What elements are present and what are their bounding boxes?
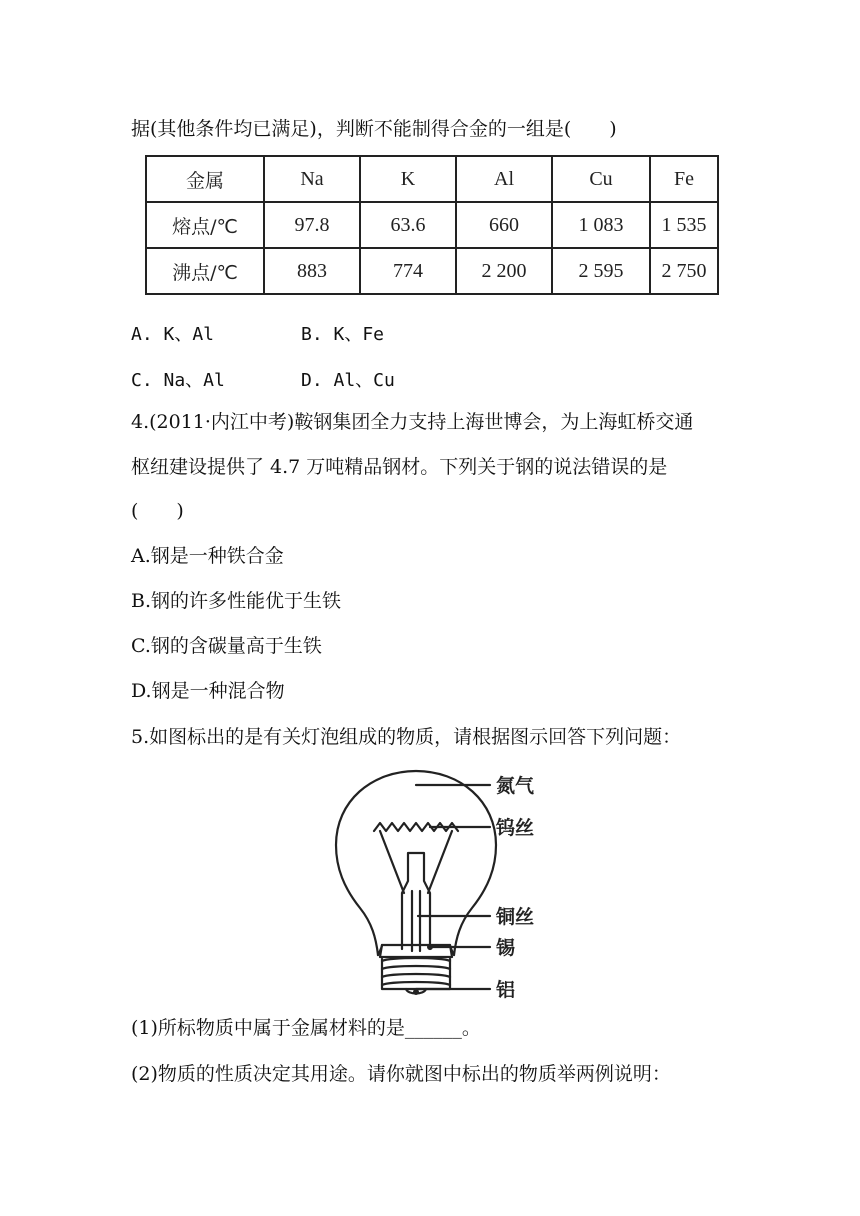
table-row bbox=[146, 248, 718, 294]
label-aluminium: 铝 bbox=[496, 979, 516, 1001]
table-cell: 2 750 bbox=[650, 248, 718, 294]
q5-stem: 5.如图标出的是有关灯泡组成的物质，请根据图示回答下列问题： bbox=[131, 726, 682, 748]
table-cell: Al bbox=[456, 156, 552, 202]
q3-stem: 据(其他条件均已满足)，判断不能制得合金的一组是( ) bbox=[131, 118, 617, 140]
label-tin: 锡 bbox=[496, 937, 516, 959]
q4-answer-paren: ( ) bbox=[131, 500, 184, 522]
q3-option-a: A. K、Al bbox=[131, 324, 215, 345]
base-contact-dot bbox=[413, 989, 419, 995]
q5-sub-question-1: (1)所标物质中属于金属材料的是______。 bbox=[131, 1017, 481, 1039]
q4-stem-line1: 4.(2011·内江中考)鞍钢集团全力支持上海世博会，为上海虹桥交通 bbox=[131, 411, 694, 433]
q4-option-d: D.钢是一种混合物 bbox=[131, 680, 285, 702]
table-cell: 1 083 bbox=[552, 202, 650, 248]
label-copper-wire: 铜丝 bbox=[496, 906, 535, 928]
label-nitrogen: 氮气 bbox=[496, 775, 535, 797]
q3-option-c: C. Na、Al bbox=[131, 370, 225, 391]
copper-wires bbox=[412, 891, 420, 951]
q3-option-b: B. K、Fe bbox=[301, 324, 385, 345]
table-cell: 883 bbox=[264, 248, 360, 294]
tin-solder-dot bbox=[427, 944, 433, 950]
bulb-glass-outline bbox=[336, 771, 496, 955]
q4-option-b: B.钢的许多性能优于生铁 bbox=[131, 590, 342, 612]
table-row bbox=[146, 202, 718, 248]
table-cell: 金属 bbox=[146, 156, 264, 202]
filament-supports bbox=[380, 831, 452, 893]
q4-option-c: C.钢的含碳量高于生铁 bbox=[131, 635, 322, 657]
table-cell: 774 bbox=[360, 248, 456, 294]
table-cell: 熔点/℃ bbox=[146, 202, 264, 248]
light-bulb-figure bbox=[320, 763, 550, 1003]
table-cell: Cu bbox=[552, 156, 650, 202]
table-cell: 1 535 bbox=[650, 202, 718, 248]
table-cell: K bbox=[360, 156, 456, 202]
table-cell: 沸点/℃ bbox=[146, 248, 264, 294]
q3-option-d: D. Al、Cu bbox=[301, 370, 395, 391]
table-cell: 97.8 bbox=[264, 202, 360, 248]
table-header-row bbox=[146, 156, 718, 202]
table-cell: Fe bbox=[650, 156, 718, 202]
screw-thread bbox=[382, 958, 450, 985]
table-cell: 660 bbox=[456, 202, 552, 248]
q4-stem-line2: 枢纽建设提供了 4.7 万吨精品钢材。下列关于钢的说法错误的是 bbox=[131, 456, 668, 478]
q5-sub-question-2: (2)物质的性质决定其用途。请你就图中标出的物质举两例说明： bbox=[131, 1063, 671, 1085]
glass-stem bbox=[402, 853, 430, 949]
table-cell: 2 200 bbox=[456, 248, 552, 294]
metal-properties-table bbox=[145, 155, 719, 295]
table-cell: Na bbox=[264, 156, 360, 202]
q4-option-a: A.钢是一种铁合金 bbox=[131, 545, 284, 567]
label-tungsten: 钨丝 bbox=[496, 817, 535, 839]
table-cell: 2 595 bbox=[552, 248, 650, 294]
table-cell: 63.6 bbox=[360, 202, 456, 248]
